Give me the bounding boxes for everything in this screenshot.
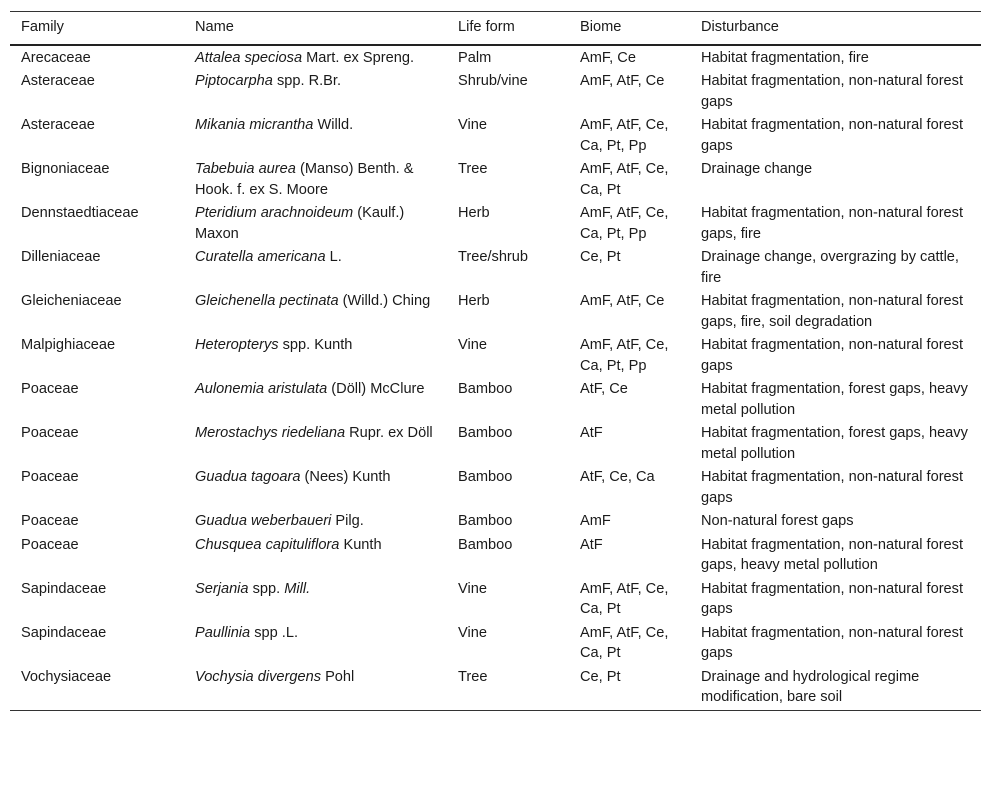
cell-name [184, 157, 447, 201]
table-body [10, 45, 981, 711]
cell-family: Bignoniaceae [21, 161, 110, 177]
species-authority: (Nees) Kunth [300, 469, 391, 485]
cell-disturbance: Habitat fragmentation, non-natural forest gaps [701, 73, 964, 110]
species-epithet: Piptocarpha [195, 73, 273, 89]
cell-family: Dilleniaceae [21, 249, 101, 265]
cell-name [184, 665, 447, 711]
table-row [10, 245, 981, 289]
cell-name [184, 377, 447, 421]
cell-name [184, 69, 447, 113]
cell-disturbance: Habitat fragmentation, non-natural forest gaps, fire, soil degradation [701, 293, 964, 330]
species-authority: (Manso) Benth. & Hook. f. ex S. Moore [195, 161, 414, 198]
cell-family: Vochysiaceae [10, 665, 184, 711]
species-authority: spp. [248, 580, 285, 597]
species-epithet: Curatella americana [195, 249, 326, 265]
table-row [10, 377, 981, 421]
cell-disturbance: Habitat fragmentation, fire [701, 49, 869, 66]
cell-name [184, 245, 447, 289]
cell-life-form: Bamboo [458, 513, 513, 529]
species-epithet: Vochysia divergens [195, 668, 322, 685]
cell-biome: AmF, AtF, Ce, Ca, Pt [580, 624, 669, 661]
species-epithet: Serjania [195, 580, 249, 597]
cell-family: Poaceae [21, 536, 79, 553]
species-epithet: Merostachys riedeliana [195, 425, 346, 441]
cell-name [184, 621, 447, 665]
cell-disturbance: Habitat fragmentation, non-natural forest gaps, heavy metal pollution [701, 536, 964, 573]
cell-family: Asteraceae [21, 117, 95, 133]
species-authority: spp. Kunth [278, 337, 353, 353]
table-row [10, 113, 981, 157]
cell-name [184, 45, 447, 70]
header-name: Name [184, 12, 447, 45]
cell-disturbance: Habitat fragmentation, non-natural forest gaps, fire [701, 205, 964, 242]
cell-name [184, 113, 447, 157]
cell-life-form: Bamboo [458, 536, 513, 553]
table-row [10, 465, 981, 509]
cell-family: Poaceae [21, 425, 79, 441]
cell-biome: Ce, Pt [580, 249, 621, 265]
cell-life-form: Vine [458, 117, 487, 133]
table-row [10, 621, 981, 665]
species-authority: Willd. [313, 117, 354, 133]
species-epithet: Tabebuia aurea [195, 161, 296, 177]
cell-life-form: Tree [458, 161, 488, 177]
cell-biome: AmF, AtF, Ce, Ca, Pt, Pp [580, 117, 669, 154]
species-epithet: Heteropterys [195, 337, 279, 353]
species-epithet: Pteridium arachnoideum [195, 205, 354, 221]
cell-life-form: Vine [458, 580, 487, 597]
table-row [10, 533, 981, 577]
cell-biome: AmF, AtF, Ce, Ca, Pt [580, 580, 669, 617]
cell-life-form: Bamboo [458, 469, 513, 485]
cell-biome: AmF, Ce [580, 49, 636, 66]
cell-biome: AtF, Ce [580, 381, 628, 397]
species-epithet: Aulonemia aristulata [195, 381, 328, 397]
cell-name [184, 533, 447, 577]
cell-disturbance: Habitat fragmentation, non-natural forest gaps [701, 469, 964, 506]
cell-life-form: Palm [458, 49, 492, 66]
cell-biome: Ce, Pt [569, 665, 690, 711]
table-row [10, 69, 981, 113]
species-authority: Rupr. ex Döll [345, 425, 433, 441]
species-authority-italic: Mill. [284, 580, 311, 597]
cell-family: Arecaceae [21, 49, 91, 66]
cell-disturbance: Habitat fragmentation, non-natural forest gaps [701, 117, 964, 154]
table-row [10, 509, 981, 533]
cell-biome: AtF [580, 536, 603, 553]
cell-family: Malpighiaceae [21, 337, 116, 353]
species-authority: Pohl [321, 668, 355, 685]
table-row [10, 333, 981, 377]
cell-biome: AmF, AtF, Ce [580, 73, 665, 89]
cell-family: Sapindaceae [21, 580, 107, 597]
table-row [10, 201, 981, 245]
cell-life-form: Tree/shrub [458, 249, 529, 265]
cell-name [184, 289, 447, 333]
header-biome: Biome [569, 12, 690, 45]
cell-life-form: Tree [447, 665, 569, 711]
cell-disturbance: Habitat fragmentation, non-natural forest gaps [701, 580, 964, 617]
species-epithet: Mikania micrantha [195, 117, 314, 133]
species-epithet: Guadua weberbaueri [195, 513, 332, 529]
cell-disturbance: Non-natural forest gaps [701, 513, 854, 529]
header-family: Family [10, 12, 184, 45]
species-epithet: Attalea speciosa [195, 49, 303, 66]
cell-biome: AmF, AtF, Ce, Ca, Pt [580, 161, 669, 198]
cell-life-form: Shrub/vine [458, 73, 528, 89]
cell-life-form: Herb [458, 293, 490, 309]
species-authority: spp .L. [250, 624, 299, 641]
species-authority: spp. R.Br. [272, 73, 342, 89]
table-row [10, 157, 981, 201]
cell-life-form: Herb [458, 205, 490, 221]
cell-life-form: Bamboo [458, 425, 513, 441]
cell-biome: AmF, AtF, Ce, Ca, Pt, Pp [580, 205, 669, 242]
species-epithet: Chusquea capituliflora [195, 536, 340, 553]
species-table [10, 11, 981, 711]
cell-biome: AmF, AtF, Ce [580, 293, 665, 309]
cell-disturbance: Drainage change [701, 161, 813, 177]
header-disturbance: Disturbance [690, 12, 981, 45]
cell-name [184, 421, 447, 465]
cell-family: Poaceae [21, 381, 79, 397]
cell-family: Dennstaedtiaceae [21, 205, 139, 221]
table-row [10, 577, 981, 621]
species-epithet: Gleichenella pectinata [195, 293, 339, 309]
species-epithet: Paullinia [195, 624, 251, 641]
cell-family: Gleicheniaceae [21, 293, 122, 309]
species-authority: L. [325, 249, 342, 265]
cell-name [184, 201, 447, 245]
cell-disturbance: Drainage and hydrological regime modification, bare soil [690, 665, 981, 711]
cell-biome: AtF [580, 425, 603, 441]
table-row [10, 665, 981, 711]
species-authority: Pilg. [331, 513, 364, 529]
species-authority: (Döll) McClure [327, 381, 425, 397]
cell-family: Asteraceae [21, 73, 95, 89]
cell-name [184, 333, 447, 377]
cell-biome: AtF, Ce, Ca [580, 469, 655, 485]
species-table-container [10, 11, 981, 711]
cell-life-form: Vine [458, 624, 487, 641]
cell-name [184, 577, 447, 621]
cell-family: Poaceae [21, 469, 79, 485]
species-authority: Kunth [339, 536, 382, 553]
cell-name [184, 465, 447, 509]
cell-family: Poaceae [21, 513, 79, 529]
species-authority: (Kaulf.) Maxon [195, 205, 405, 242]
table-header [10, 12, 981, 45]
cell-family: Sapindaceae [21, 624, 107, 641]
cell-disturbance: Habitat fragmentation, forest gaps, heavy metal pollution [701, 381, 968, 418]
table-row [10, 45, 981, 70]
cell-disturbance: Habitat fragmentation, non-natural forest gaps [701, 624, 964, 661]
header-row [10, 12, 981, 45]
table-row [10, 421, 981, 465]
species-authority: (Willd.) Ching [338, 293, 431, 309]
cell-life-form: Bamboo [458, 381, 513, 397]
species-authority: Mart. ex Spreng. [302, 49, 415, 66]
header-life-form: Life form [447, 12, 569, 45]
cell-biome: AmF [580, 513, 611, 529]
table-row [10, 289, 981, 333]
cell-name [184, 509, 447, 533]
cell-disturbance: Drainage change, overgrazing by cattle, fire [701, 249, 959, 286]
cell-disturbance: Habitat fragmentation, forest gaps, heavy metal pollution [701, 425, 968, 462]
species-epithet: Guadua tagoara [195, 469, 301, 485]
cell-biome: AmF, AtF, Ce, Ca, Pt, Pp [580, 337, 669, 374]
cell-disturbance: Habitat fragmentation, non-natural forest gaps [701, 337, 964, 374]
cell-life-form: Vine [458, 337, 487, 353]
